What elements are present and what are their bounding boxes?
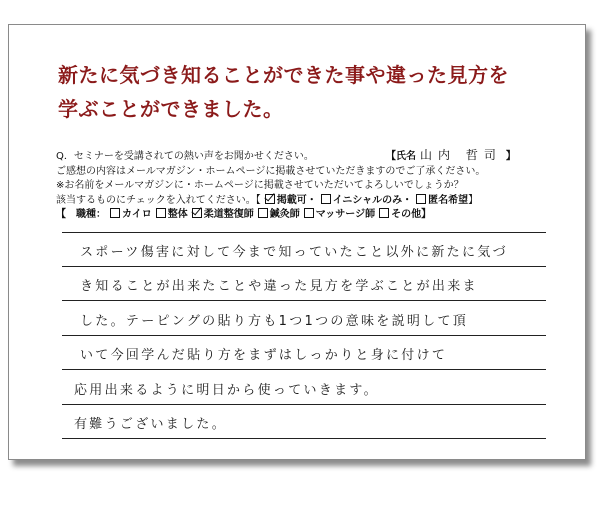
question-row bbox=[56, 150, 556, 165]
publication-note: ご感想の内容はメールマガジン・ホームページに掲載させていただきますのでご了承ください。 bbox=[56, 165, 486, 177]
occupation-option-chiro: カイロ bbox=[122, 209, 152, 220]
consent-checkbox-publish[interactable] bbox=[265, 194, 275, 204]
headline bbox=[58, 58, 578, 126]
answer-text-5: 応用出来るように明日から使っていきます。 bbox=[74, 382, 379, 398]
occupation-row bbox=[56, 208, 556, 223]
consent-option-anonymous: 匿名希望 bbox=[428, 194, 469, 206]
occupation-option-other: その他 bbox=[391, 209, 422, 220]
occupation-checkbox-chiro[interactable] bbox=[110, 208, 120, 218]
name-label: 【氏名 bbox=[386, 151, 416, 162]
answer-line bbox=[62, 267, 546, 302]
occupation-option-seitai: 整体 bbox=[167, 209, 188, 220]
occupation-checkbox-massage[interactable] bbox=[304, 208, 314, 218]
answer-text-6: 有難うございました。 bbox=[74, 417, 228, 432]
survey-form bbox=[56, 150, 556, 223]
name-publication-question: ※お名前をメールマガジンに・ホームページに掲載させていただいてよろしいでしょうか？ bbox=[56, 180, 464, 191]
answer-text-4: いて今回学んだ貼り方をまずはしっかりと身に付けて bbox=[80, 348, 448, 363]
consent-checkbox-initials[interactable] bbox=[321, 194, 331, 204]
answer-line bbox=[62, 336, 546, 371]
occupation-option-massage: マッサージ師 bbox=[315, 209, 376, 220]
consent-option-initials: イニシャルのみ・ bbox=[332, 194, 413, 206]
answer-text-2: き知ることが出来たことや違った見方を学ぶことが出来ま bbox=[80, 279, 478, 294]
occupation-checkbox-other[interactable] bbox=[379, 208, 389, 218]
occupation-option-judo: 柔道整復師 bbox=[203, 209, 254, 220]
name-field bbox=[386, 148, 516, 165]
name-close: 】 bbox=[505, 151, 516, 162]
name-value: 山内 哲司 bbox=[420, 148, 502, 162]
occupation-checkbox-acupuncture[interactable] bbox=[258, 208, 268, 218]
note-row-1 bbox=[56, 165, 556, 180]
handwritten-answer bbox=[62, 232, 546, 439]
occupation-suffix: 】 bbox=[421, 209, 432, 220]
answer-text-1: スポーツ傷害に対して今まで知っていたこと以外に新たに気づ bbox=[80, 244, 508, 260]
consent-suffix: 】 bbox=[468, 194, 479, 206]
occupation-checkbox-judo[interactable] bbox=[192, 208, 202, 218]
headline-line-1: 新たに気づき知ることができた事や違った見方を bbox=[58, 63, 509, 87]
headline-line-2: 学ぶことができました。 bbox=[58, 97, 284, 121]
answer-text-3: した。テーピングの貼り方も1つ1つの意味を説明して頂 bbox=[80, 313, 469, 329]
answer-line bbox=[62, 301, 546, 336]
note-row-2 bbox=[56, 179, 556, 194]
answer-line bbox=[62, 232, 546, 267]
answer-line bbox=[62, 405, 546, 440]
occupation-option-acupuncture: 鍼灸師 bbox=[269, 209, 300, 220]
consent-option-publish: 掲載可・ bbox=[276, 194, 317, 206]
question-text: Q．セミナーを受講されての熱い声をお聞かせください。 bbox=[56, 151, 314, 162]
occupation-prefix: 【 職種： bbox=[56, 209, 106, 220]
occupation-checkbox-seitai[interactable] bbox=[156, 208, 166, 218]
consent-prefix: 該当するものにチェックを入れてください。【 bbox=[56, 194, 261, 206]
answer-line bbox=[62, 370, 546, 405]
consent-checkbox-anonymous[interactable] bbox=[416, 194, 426, 204]
consent-row bbox=[56, 194, 556, 209]
